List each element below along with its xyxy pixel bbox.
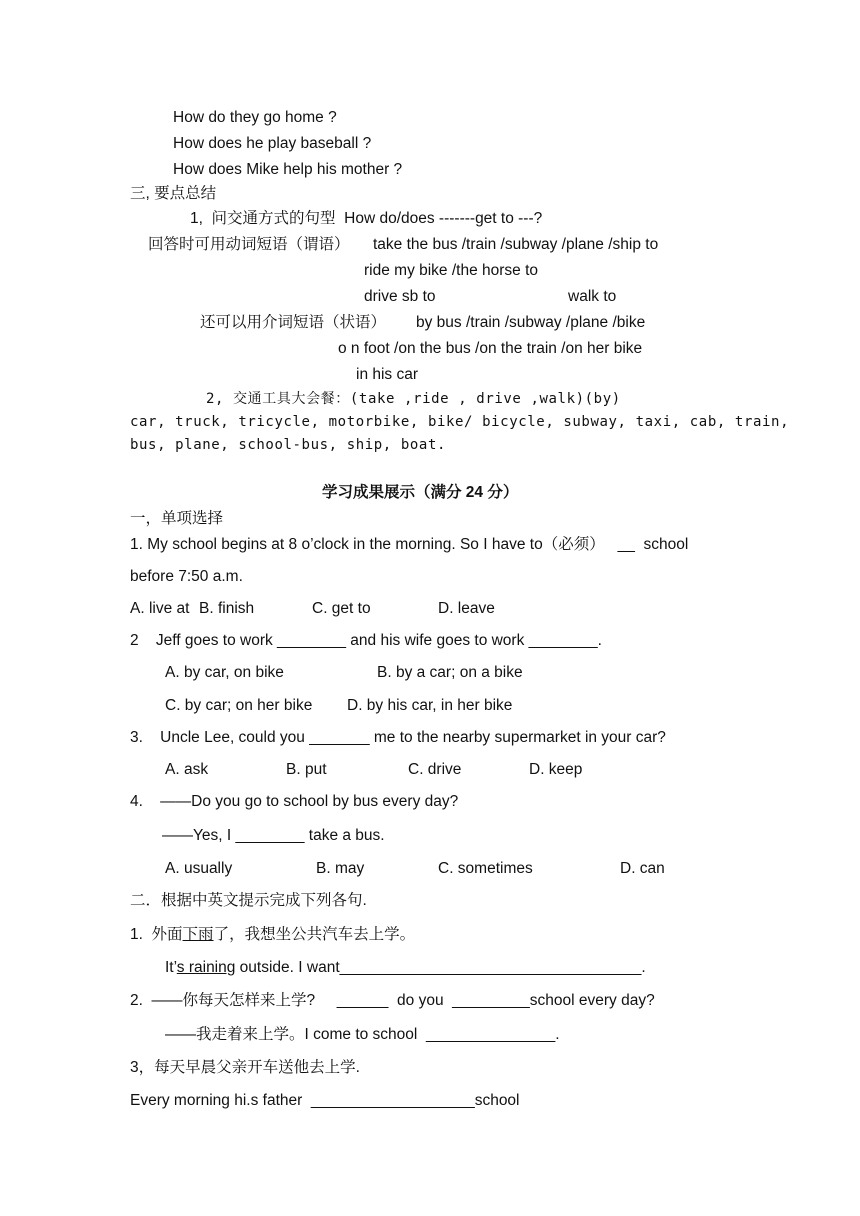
q2-option-a: A. by car, on bike [165, 664, 284, 681]
question-1-stem [130, 535, 688, 555]
section-2-heading: 二．根据中英文提示完成下列各句. [130, 892, 367, 909]
summary-point-2: 2, 交通工具大会餐：(take ,ride , drive ,walk)(by) [206, 391, 621, 407]
sentence-1-english [165, 958, 646, 978]
q1-option-a: A. live at [130, 600, 190, 617]
sentence-2-english: ——我走着来上学。I come to school _______________. [165, 1026, 560, 1043]
q3-option-d: D. keep [529, 761, 583, 778]
q4-option-a: A. usually [165, 860, 233, 877]
sentence-2-chinese: 2. ——你每天怎样来上学? ______ do you _________school every day? [130, 992, 655, 1009]
q1-option-c: C. get to [312, 600, 371, 617]
s1-cn-start: 1. 外面 [130, 926, 183, 943]
results-title: 学习成果展示（满分 24 分） [322, 484, 519, 501]
q3-option-c: C. drive [408, 761, 462, 778]
question-1-stem-cont: before 7:50 a.m. [130, 568, 243, 585]
summary-heading: 三, 要点总结 [130, 185, 217, 202]
sentence-1-chinese [130, 925, 415, 945]
q1-option-d: D. leave [438, 600, 495, 617]
intro-question-3: How does Mike help his mother ? [173, 161, 403, 178]
q2-option-c: C. by car; on her bike [165, 697, 313, 714]
section-1-heading: 一，单项选择 [130, 510, 224, 527]
q3-option-b: B. put [286, 761, 327, 778]
s1-cn-end: 了，我想坐公共汽车去上学。 [213, 926, 416, 943]
q3-option-a: A. ask [165, 761, 209, 778]
s1-en-underlined: s raining [176, 959, 236, 976]
q2-option-b: B. by a car; on a bike [377, 664, 523, 681]
prep-phrase-2: o n foot /on the bus /on the train /on her bike [338, 340, 643, 357]
sentence-3-english: Every morning hi.s father ___________________school [130, 1092, 520, 1109]
intro-question-2: How does he play baseball ? [173, 135, 372, 152]
prep-phrase-3: in his car [356, 366, 419, 383]
verb-phrase-1: take the bus /train /subway /plane /ship to [373, 236, 659, 253]
question-3-stem: 3. Uncle Lee, could you _______ me to the nearby supermarket in your car? [130, 729, 666, 746]
q2-option-d: D. by his car, in her bike [347, 697, 513, 714]
s1-cn-underlined: 下雨 [182, 926, 214, 943]
prep-phrase-1: by bus /train /subway /plane /bike [416, 314, 646, 331]
q4-option-b: B. may [316, 860, 365, 877]
s1-en-start: It’ [165, 959, 177, 976]
question-1-end: school [643, 536, 689, 553]
question-4-stem: 4. ——Do you go to school by bus every day? [130, 793, 459, 810]
vehicles-line-1: car, truck, tricycle, motorbike, bike/ bicycle, subway, taxi, cab, train, [130, 414, 790, 430]
question-1-text: 1. My school begins at 8 o’clock in the morning. So I have to（必须） [130, 536, 605, 553]
s1-en-end: outside. I want___________________________________. [235, 959, 646, 976]
verb-phrase-label: 回答时可用动词短语（谓语） [148, 236, 350, 253]
summary-point-1: 1, 问交通方式的句型 How do/does -------get to ---? [190, 210, 543, 227]
question-1-blank: __ [617, 536, 635, 553]
vehicles-line-2: bus, plane, school-bus, ship, boat. [130, 437, 447, 453]
prep-phrase-label: 还可以用介词短语（状语） [200, 314, 387, 331]
verb-phrase-3b: walk to [568, 288, 617, 305]
question-2-stem: 2 Jeff goes to work ________ and his wife goes to work ________. [130, 632, 602, 649]
q4-option-d: D. can [620, 860, 665, 877]
verb-phrase-3a: drive sb to [364, 288, 436, 305]
sentence-3-chinese: 3，每天早晨父亲开车送他去上学. [130, 1059, 360, 1076]
q4-option-c: C. sometimes [438, 860, 533, 877]
q1-option-b: B. finish [199, 600, 255, 617]
question-4-reply: ——Yes, I ________ take a bus. [162, 827, 385, 844]
intro-question-1: How do they go home ? [173, 109, 337, 126]
verb-phrase-2: ride my bike /the horse to [364, 262, 539, 279]
